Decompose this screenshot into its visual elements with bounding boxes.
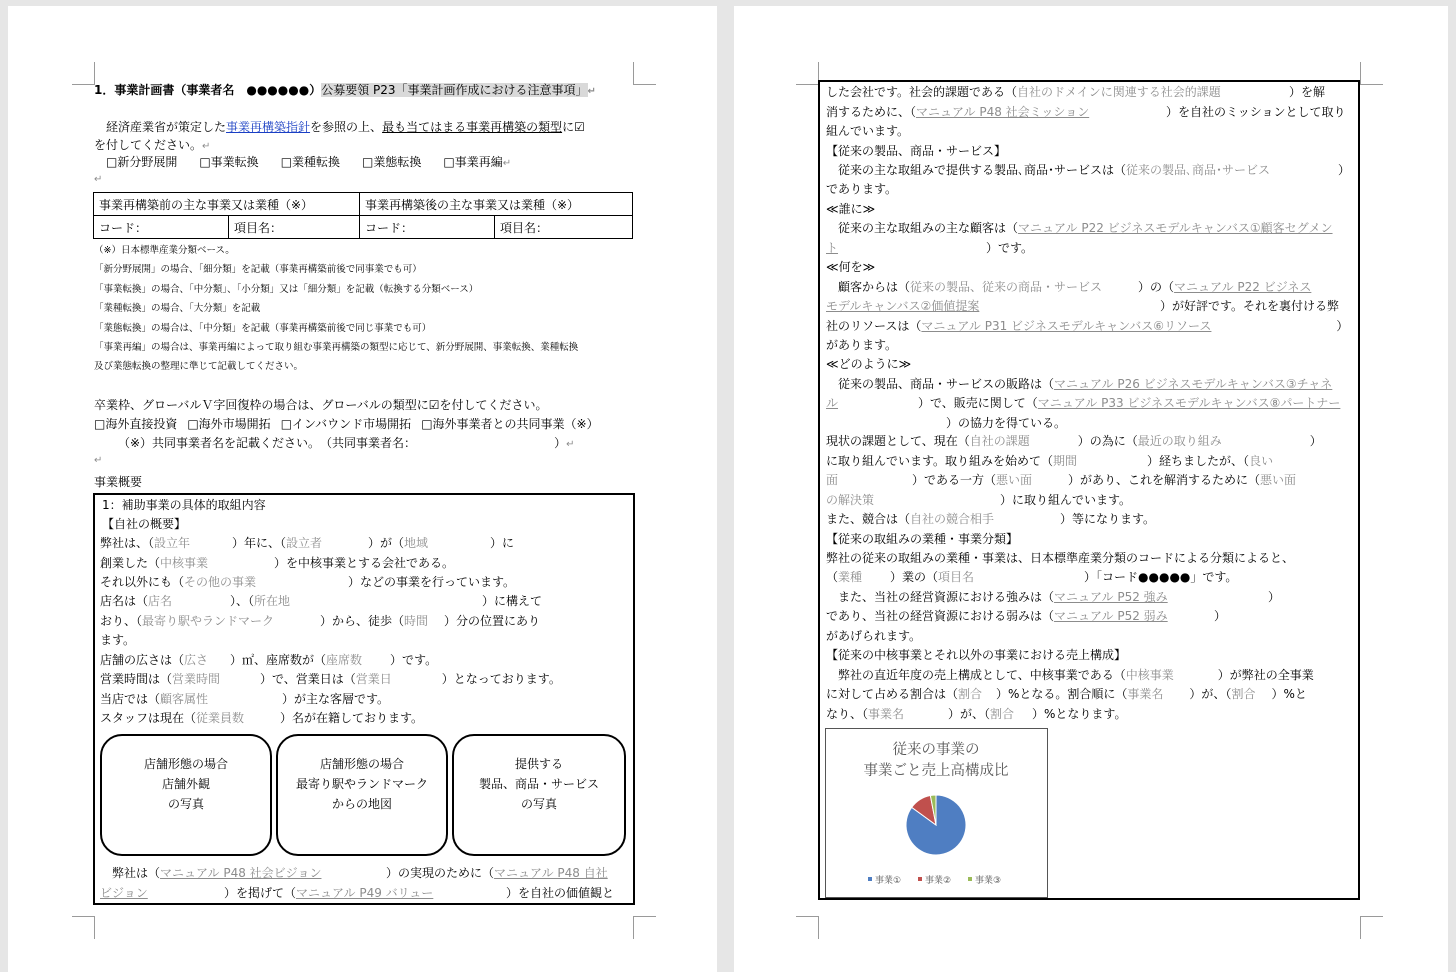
note-line: 「業種転換」の場合、「大分類」を記載 <box>94 303 261 314</box>
p2-line-11[interactable]: 顧客からは（従来の製品、従来の商品・サービス ）の（マニュアル P22 ビジネス <box>826 278 1311 297</box>
placeholder-recent-efforts: 最近の取り組み <box>1137 434 1222 448</box>
p2-line-33[interactable]: なり、（事業名 ）が、（割合 ）%となります。 <box>826 705 1126 724</box>
crop-mark <box>72 62 95 85</box>
chart-legend <box>868 874 1001 886</box>
p2-line-6: であります。 <box>826 182 898 196</box>
p2-line-16[interactable]: 従来の製品、商品・サービスの販路は（マニュアル P26 ビジネスモデルキャンバス③チャネ <box>838 377 1333 391</box>
note-line: 「業態転換」の場合は、「中分類」を記載（事業再構築前後で同じ事業でも可） <box>94 323 432 334</box>
p2-line-32[interactable]: に対して占める割合は（割合 ）%となる。割合順に（事業名 ）が、（割合 ）%と <box>826 685 1307 704</box>
placeholder-company-vision: マニュアル P48 自社 <box>494 866 608 880</box>
placeholder-business-name-2: 事業名 <box>868 707 905 721</box>
document-page-2 <box>734 6 1448 972</box>
placeholder-channels: マニュアル P26 ビジネスモデルキャンバス③チャネ <box>1054 377 1333 391</box>
paragraph-mark: ↵ <box>94 455 103 466</box>
company-overview-heading: 【自社の概要】 <box>102 517 187 531</box>
placeholder-values: マニュアル P49 バリュー <box>296 886 434 900</box>
photo-placeholder-storefront[interactable] <box>100 734 272 856</box>
note-line: 及び業態転換の整理に準じて記載してください。 <box>94 361 304 372</box>
products-heading: 【従来の製品、商品・サービス】 <box>826 144 1007 158</box>
placeholder-partners: マニュアル P33 ビジネスモデルキャンバス⑧パートナー <box>1037 396 1341 410</box>
box-title: 1：補助事業の具体的取組内容 <box>102 498 266 512</box>
placeholder-core-business: 中核事業 <box>160 556 209 570</box>
overview-line-9[interactable]: 当店では（顧客属性 ）が主な客層です。 <box>100 690 389 709</box>
checkbox-inbound-market[interactable]: □インバウンド市場開拓 <box>280 417 412 431</box>
placeholder-shop-name: 店名 <box>148 594 173 608</box>
table-header-before: 事業再構築前の主な事業又は業種（※） <box>94 193 360 216</box>
photo-caption: 店舗外観 <box>161 777 210 791</box>
photo-caption: からの地図 <box>331 797 392 811</box>
table-cell-item-before[interactable]: 項目名： <box>229 216 360 239</box>
table-cell-code-before[interactable]: コード： <box>94 216 229 239</box>
photo-caption: の写真 <box>167 797 204 811</box>
p2-line-29: があげられます。 <box>826 629 922 643</box>
placeholder-bad-points: 悪い面 <box>996 473 1033 487</box>
p2-line-9[interactable]: ト ）です。 <box>826 241 1034 255</box>
note-line: （※）日本標準産業分類ベース。 <box>94 245 235 256</box>
p2-line-20[interactable]: に取り組んでいます。取り組みを始めて（期間 ）経ちましたが、（良い <box>826 452 1273 471</box>
overview-line-10[interactable]: スタッフは現在（従業員数 ）名が在籍しております。 <box>100 709 423 728</box>
placeholder-solution: の解決策 <box>826 493 875 507</box>
checkbox-format-conversion[interactable]: □業態転換 <box>362 155 422 169</box>
placeholder-business-name: 事業名 <box>1127 687 1164 701</box>
placeholder-nearest-station: 最寄り駅やランドマーク <box>142 614 275 628</box>
checkbox-new-field[interactable]: □新分野展開 <box>106 155 178 169</box>
table-header-after: 事業再構築後の主な事業又は業種（※） <box>360 193 633 216</box>
legend-label-3: 事業③ <box>975 876 1002 886</box>
overview-line-7[interactable]: 店舗の広さは（広さ ）㎡、座席数が（座席数 ）です。 <box>100 651 437 670</box>
overview-line-5[interactable]: おり、（最寄り駅やランドマーク ）から、徒歩（時間 ）分の位置にあり <box>100 612 540 631</box>
checkbox-overseas-investment[interactable]: □海外直接投資 <box>94 417 178 431</box>
vision-line-2[interactable]: ビジョン ）を掲げて（マニュアル P49 バリュー ）を自社の価値観と <box>100 884 614 903</box>
photo-caption: 提供する <box>514 757 563 771</box>
photo-placeholder-products[interactable] <box>452 734 626 856</box>
photo-caption: 店舗形態の場合 <box>143 757 228 771</box>
crop-mark <box>1360 916 1383 939</box>
section-what: ≪何を≫ <box>826 260 876 274</box>
placeholder-strengths: マニュアル P52 強み <box>1054 590 1168 604</box>
p2-line-14: があります。 <box>826 338 898 352</box>
p2-line-17[interactable]: ル ）で、販売に関して（マニュアル P33 ビジネスモデルキャンバス⑧パートナー <box>826 396 1341 410</box>
crop-mark <box>796 62 819 85</box>
photo-caption: 製品、商品・サービス <box>478 777 599 791</box>
placeholder-area: 広さ <box>184 653 209 667</box>
section-heading[interactable]: 1．事業計画書（事業者名 ●●●●●●）公募要領 P23「事業計画作成における注意事項」↵ <box>94 83 596 97</box>
placeholder-business-hours: 営業時間 <box>172 672 221 686</box>
placeholder-location: 所在地 <box>254 594 291 608</box>
photo-caption: 最寄り駅やランドマーク <box>295 777 428 791</box>
p2-line-27[interactable]: また、当社の経営資源における強みは（マニュアル P52 強み ） <box>826 588 1280 607</box>
summary-label: 事業概要 <box>94 475 143 489</box>
checkbox-joint-venture[interactable]: □海外事業者との共同事業（※） <box>421 417 599 431</box>
legend-swatch-3 <box>968 877 972 881</box>
placeholder-competitors: 自社の競合相手 <box>910 512 995 526</box>
overview-line-4[interactable]: 店名は（店名 ）、（所在地 ）に構えて <box>100 592 542 611</box>
photo-placeholder-map[interactable] <box>276 734 448 856</box>
placeholder-core-business-2: 中核事業 <box>1125 668 1174 682</box>
photo-caption: の写真 <box>520 797 557 811</box>
document-page-1 <box>8 6 717 972</box>
overview-line-1[interactable]: 弊社は、（設立年 ）年に、（設立者 ）が（地域 ）に <box>100 534 628 553</box>
section-who: ≪誰に≫ <box>826 202 876 216</box>
checkbox-overseas-market[interactable]: □海外市場開拓 <box>187 417 271 431</box>
crop-mark <box>633 916 656 939</box>
pie-chart-svg <box>826 729 1047 897</box>
placeholder-weaknesses: マニュアル P52 弱み <box>1054 609 1168 623</box>
checkbox-reorganization[interactable]: □事業再編 <box>443 155 503 169</box>
global-type-checkboxes[interactable] <box>94 415 599 434</box>
photo-caption: 店舗形態の場合 <box>319 757 404 771</box>
legend-label-2: 事業② <box>925 876 952 886</box>
p2-line-1[interactable]: した会社です。社会的課題である（自社のドメインに関連する社会的課題 ）を解 <box>826 83 1325 102</box>
note-line: 「事業再編」の場合は、事業再編によって取り組む事業再構築の類型に応じて、新分野展開、事業転換、業種転換 <box>94 342 579 353</box>
overview-line-6: ます。 <box>100 633 136 647</box>
intro-line-2[interactable]: を付してください。↵ <box>94 138 211 152</box>
pie-slices <box>906 795 966 855</box>
crop-mark <box>1360 62 1383 85</box>
chart-title-line-2: 事業ごと売上高構成比 <box>863 763 1009 779</box>
p2-line-13[interactable]: 社のリソースは（マニュアル P31 ビジネスモデルキャンバス⑥リソース ） <box>826 317 1348 336</box>
p2-line-23[interactable]: また、競合は（自社の競合相手 ）等になります。 <box>826 510 1155 529</box>
guideline-link[interactable]: 事業再構築指針 <box>226 120 311 134</box>
sales-heading: 【従来の中核事業とそれ以外の事業における売上構成】 <box>826 648 1127 662</box>
restructure-type-checkboxes[interactable]: □新分野展開 □事業転換 □業種転換 □業態転換 □事業再編↵ <box>106 155 512 169</box>
table-cell-item-after[interactable]: 項目名： <box>495 216 633 239</box>
p2-line-31[interactable]: 弊社の直近年度の売上構成として、中核事業である（中核事業 ）が弊社の全事業 <box>826 666 1314 685</box>
global-frame-instruction: 卒業枠、グローバルＶ字回復枠の場合は、グローバルの類型に☑を付してください。 <box>94 398 548 412</box>
paragraph-mark: ↵ <box>94 174 103 185</box>
overview-line-8[interactable]: 営業時間は（営業時間 ）で、営業日は（営業日 ）となっております。 <box>100 670 561 689</box>
p2-line-22[interactable]: の解決策 ）に取り組んでいます。 <box>826 491 1131 510</box>
intro-line-1[interactable]: 経済産業省が策定した事業再構築指針を参照の上、最も当てはまる事業再構築の類型に☑ <box>106 120 585 134</box>
placeholder-value-proposition: マニュアル P22 ビジネス <box>1174 280 1312 294</box>
placeholder-good-points: 良い <box>1249 454 1274 468</box>
guideline-note: 公募要領 P23「事業計画作成における注意事項」 <box>321 83 588 97</box>
placeholder-company-issue: 自社の課題 <box>969 434 1030 448</box>
placeholder-industry: 業種 <box>838 570 863 584</box>
placeholder-employees: 従業員数 <box>196 711 245 725</box>
placeholder-founded-year: 設立年 <box>154 536 191 550</box>
placeholder-item-name: 項目名 <box>938 570 975 584</box>
overview-line-3[interactable]: それ以外にも（その他の事業 ）などの事業を行っています。 <box>100 573 515 592</box>
placeholder-founder: 設立者 <box>286 536 323 550</box>
p2-line-3: 組んでいます。 <box>826 124 910 138</box>
p2-line-21[interactable]: 面 ）である一方（悪い面 ）があり、これを解消するために（悪い面 <box>826 471 1296 490</box>
placeholder-business-days: 営業日 <box>355 672 392 686</box>
p2-line-8[interactable]: 従来の主な取組みの主な顧客は（マニュアル P22 ビジネスモデルキャンバス①顧客セグメン <box>838 221 1333 235</box>
placeholder-products: 従来の製品､商品･サービス <box>1126 163 1271 177</box>
crop-mark <box>796 916 819 939</box>
vision-line-1[interactable]: 弊社は（マニュアル P48 社会ビジョン ）の実現のために（マニュアル P48 自社 <box>100 864 608 883</box>
checkbox-business-conversion[interactable]: □事業転換 <box>199 155 259 169</box>
p2-line-19[interactable]: 現状の課題として、現在（自社の課題 ）の為に（最近の取り組み ） <box>826 432 1322 451</box>
note-line: 「新分野展開」の場合、「細分類」を記載（事業再構築前後で同事業でも可） <box>94 264 422 275</box>
checkbox-industry-conversion[interactable]: □業種転換 <box>280 155 341 169</box>
placeholder-walk-time: 時間 <box>404 614 429 628</box>
crop-mark <box>72 916 95 939</box>
placeholder-seats: 座席数 <box>326 653 363 667</box>
industry-heading: 【従来の取組みの業種・事業分類】 <box>826 532 1019 546</box>
placeholder-offering: 従来の製品、従来の商品・サービス <box>910 280 1103 294</box>
section-how: ≪どのように≫ <box>826 357 912 371</box>
p2-line-5[interactable]: 従来の主な取組みで提供する製品､商品･サービスは（従来の製品､商品･サービス ） <box>826 161 1350 180</box>
placeholder-ratio: 割合 <box>958 687 983 701</box>
p2-line-28[interactable]: であり、当社の経営資源における弱みは（マニュアル P52 弱み ） <box>826 607 1226 626</box>
table-cell-code-after[interactable]: コード： <box>360 216 495 239</box>
chart-title-line-1: 従来の事業の <box>892 742 980 758</box>
placeholder-key-resources: マニュアル P31 ビジネスモデルキャンバス⑥リソース <box>921 319 1212 333</box>
placeholder-customer-attributes: 顧客属性 <box>160 692 209 706</box>
p2-line-26[interactable]: （業種 ）業の（項目名 ）「コード●●●●●」です。 <box>826 568 1237 587</box>
p2-line-2[interactable]: 消するために、（マニュアル P48 社会ミッション ）を自社のミッションとして取り <box>826 103 1346 122</box>
overview-line-2[interactable]: 創業した（中核事業 ）を中核事業とする会社である。 <box>100 554 454 573</box>
joint-partner-line[interactable]: （※）共同事業者名を記載ください。 （共同事業者名： ）↵ <box>118 436 575 450</box>
placeholder-social-vision: マニュアル P48 社会ビジョン <box>160 866 322 880</box>
crop-mark <box>633 62 656 85</box>
placeholder-social-issue: 自社のドメインに関連する社会的課題 <box>1017 85 1221 99</box>
sales-composition-chart[interactable] <box>825 728 1048 898</box>
legend-swatch-1 <box>868 877 872 881</box>
legend-swatch-2 <box>918 877 922 881</box>
placeholder-region: 地域 <box>404 536 429 550</box>
p2-line-12[interactable]: モデルキャンバス②価値提案 ）が好評です。それを裏付ける弊 <box>826 299 1340 313</box>
placeholder-social-mission: マニュアル P48 社会ミッション <box>916 105 1090 119</box>
placeholder-other-business: その他の事業 <box>184 575 257 589</box>
p2-line-18[interactable]: ）の協力を得ている。 <box>946 416 1067 430</box>
placeholder-customer-segment: マニュアル P22 ビジネスモデルキャンバス①顧客セグメン <box>1018 221 1333 235</box>
p2-line-25: 弊社の従来の取組みの業種・事業は、日本標準産業分類のコードによる分類によると、 <box>826 551 1295 565</box>
business-type-table <box>93 192 633 239</box>
legend-label-1: 事業① <box>875 876 902 886</box>
placeholder-period: 期間 <box>1053 454 1078 468</box>
note-line: 「事業転換」の場合、「中分類」、「小分類」又は「細分類」を記載（転換する分類ベース） <box>94 284 479 295</box>
